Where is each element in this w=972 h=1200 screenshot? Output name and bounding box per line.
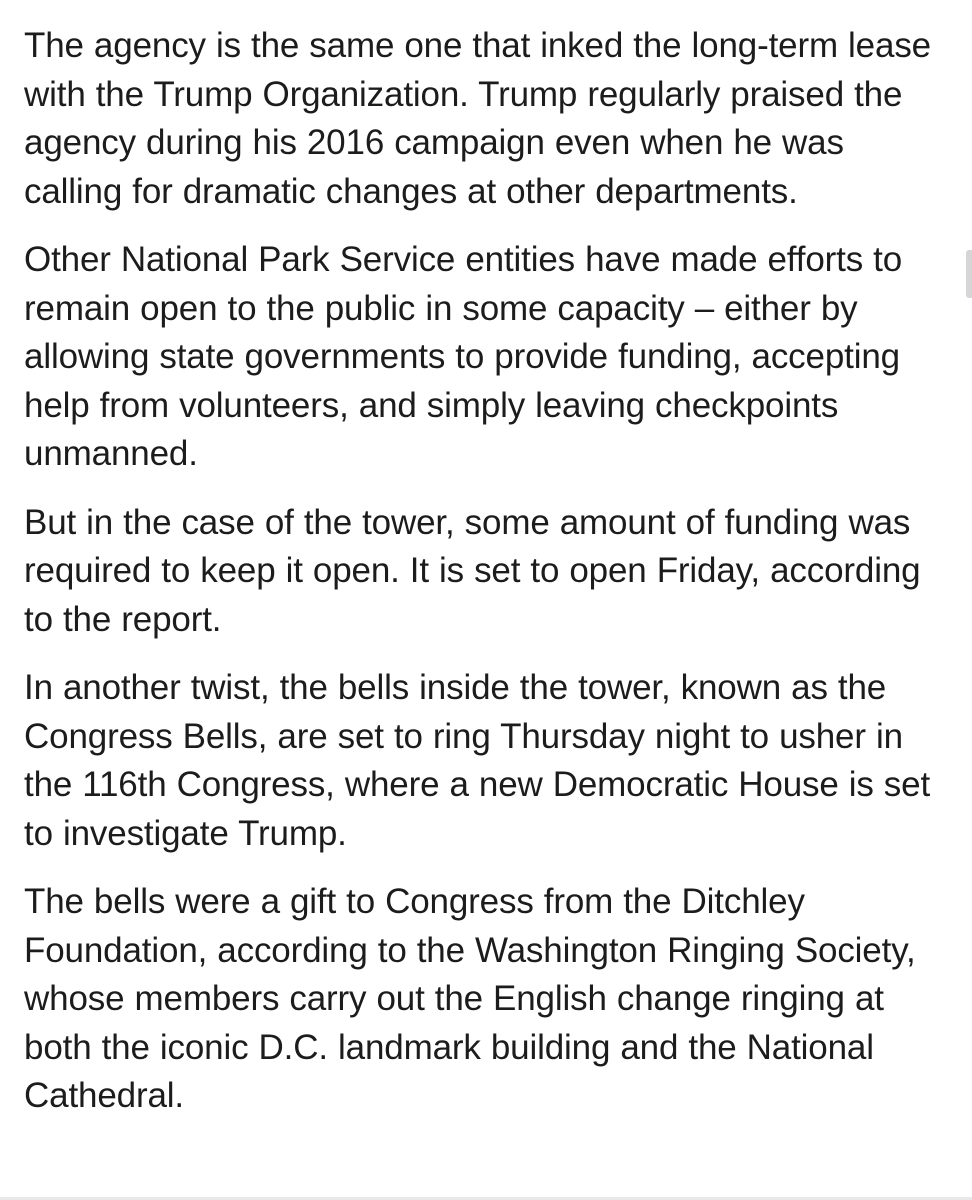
scrollbar-thumb[interactable]: [966, 250, 972, 298]
article-paragraph: The bells were a gift to Congress from the Ditchley Foundation, according to the Washington Ringing Society, whose members carry out the English change ringing at both the iconic D.C. landmark building and the National Cathedral.: [24, 882, 916, 1115]
article-paragraph: In another twist, the bells inside the tower, known as the Congress Bells, are set to ring Thursday night to usher in the 116th Congress, where a new Democratic House is set to investigate Trump.: [24, 668, 931, 853]
article-paragraph: Other National Park Service entities have made efforts to remain open to the public in some capacity – either by allowing state governments to provide funding, accepting help from volunteers, and simply leaving checkpoints unmanned.: [24, 240, 903, 473]
article-body: [24, 22, 949, 1141]
article-paragraph: But in the case of the tower, some amount of funding was required to keep it open. It is set to open Friday, according to the report.: [24, 502, 921, 639]
article-paragraph: The agency is the same one that inked the long-term lease with the Trump Organization. Trump regularly praised the agency during his 2016 campaign even when he was calling for dramatic changes at other departments.: [24, 26, 931, 211]
